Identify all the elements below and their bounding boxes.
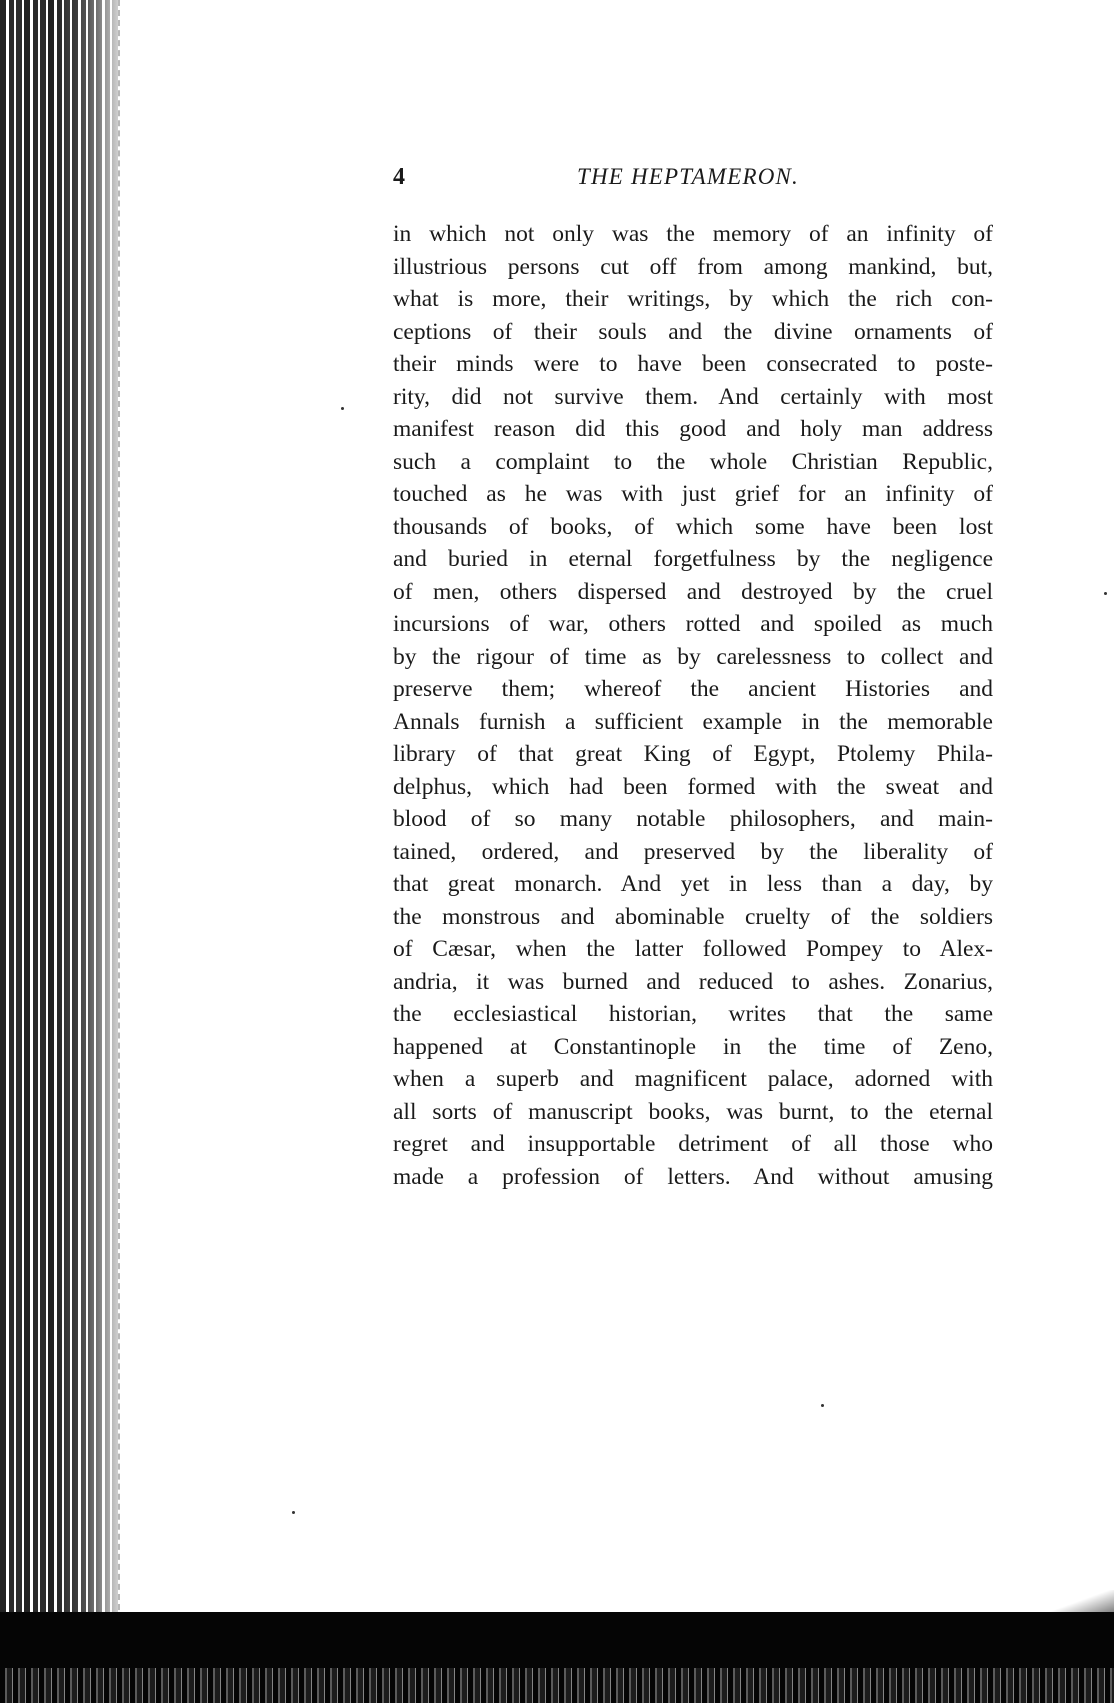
text-line: in which not only was the memory of an infinity of (393, 221, 993, 247)
running-title: THE HEPTAMERON. (577, 164, 800, 189)
text-line: rity, did not survive them. And certainly with most (393, 383, 993, 410)
text-line: thousands of books, of which some have been lost (393, 513, 993, 540)
body-text (393, 218, 993, 1193)
text-line: andria, it was burned and reduced to ashes. Zonarius, (393, 968, 993, 995)
text-line: such a complaint to the whole Christian Republic, (393, 448, 993, 475)
page-edge (100, 0, 120, 1620)
text-line: illustrious persons cut off from among mankind, but, (393, 253, 993, 280)
text-line: incursions of war, others rotted and spoiled as much (393, 611, 993, 637)
text-line: when a superb and magnificent palace, adorned with (393, 1066, 993, 1092)
text-line: all sorts of manuscript books, was burnt, to the eternal (393, 1098, 993, 1125)
text-line: that great monarch. And yet in less than a day, by (393, 871, 993, 897)
scan-speck (1104, 592, 1107, 595)
scan-speck (341, 407, 344, 410)
text-line: manifest reason did this good and holy man address (393, 416, 993, 442)
page-number: 4 (393, 164, 405, 190)
text-line: the ecclesiastical historian, writes that the same (393, 1001, 993, 1027)
text-line: what is more, their writings, by which the rich con- (393, 286, 993, 312)
scan-speck (292, 1511, 295, 1514)
text-line: of Cæsar, when the latter followed Pompey to Alex- (393, 936, 993, 962)
text-line: tained, ordered, and preserved by the liberality of (393, 838, 993, 865)
text-line: their minds were to have been consecrated to poste- (393, 351, 993, 377)
text-line: by the rigour of time as by carelessness to collect and (393, 643, 993, 670)
scan-speck (821, 1404, 824, 1407)
text-line: of men, others dispersed and destroyed by the cruel (393, 578, 993, 605)
text-line: the monstrous and abominable cruelty of the soldiers (393, 903, 993, 930)
text-line: Annals furnish a sufficient example in the memorable (393, 708, 993, 735)
text-line: regret and insupportable detriment of all those who (393, 1131, 993, 1157)
text-line: delphus, which had been formed with the sweat and (393, 773, 993, 800)
text-line: and buried in eternal forgetfulness by the negligence (393, 546, 993, 572)
text-line: blood of so many notable philosophers, and main- (393, 806, 993, 832)
scan-bottom-noise (0, 1668, 1114, 1703)
page-header (393, 160, 993, 200)
text-line: happened at Constantinople in the time of Zeno, (393, 1033, 993, 1060)
text-line: ceptions of their souls and the divine ornaments of (393, 318, 993, 345)
text-line: made a profession of letters. And without amusing (393, 1163, 993, 1190)
text-line: touched as he was with just grief for an infinity of (393, 481, 993, 507)
text-line: preserve them; whereof the ancient Histories and (393, 676, 993, 702)
text-line: library of that great King of Egypt, Ptolemy Phila- (393, 741, 993, 767)
